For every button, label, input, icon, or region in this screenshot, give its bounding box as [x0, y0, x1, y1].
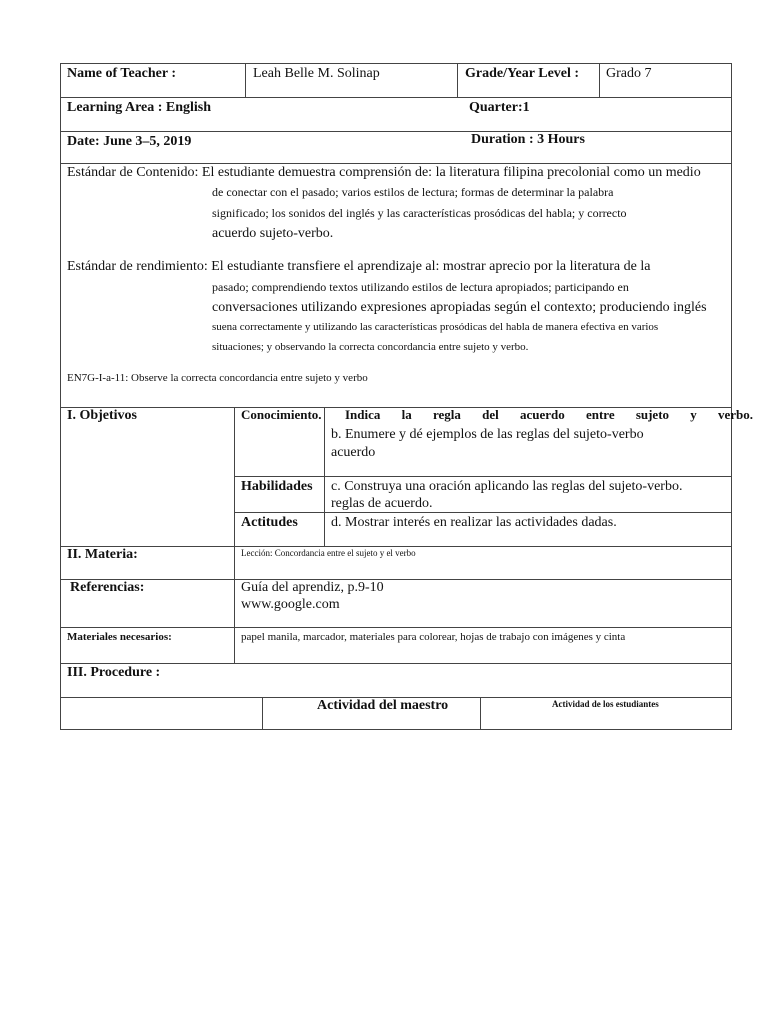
references-row [61, 580, 731, 628]
attitudes-objective: d. Mostrar interés en realizar las actividades dadas. [331, 515, 617, 530]
materials-row [61, 628, 731, 664]
references-content-cell [234, 580, 731, 627]
reference-guide: Guía del aprendiz, p.9-10 [241, 580, 384, 595]
activity-empty-cell [61, 698, 262, 729]
references-label-cell [61, 580, 234, 627]
skills-objective: c. Construya una oración aplicando las reglas del sujeto-verbo. [331, 479, 683, 494]
procedure-row [61, 664, 731, 698]
knowledge-subrow [235, 407, 753, 477]
knowledge-word: verbo. [717, 407, 753, 422]
standards-row [61, 164, 731, 408]
skills-subrow [235, 477, 732, 513]
content-standard-line: de conectar con el pasado; varios estilos de lectura; formas de determinar la palabra [212, 185, 614, 199]
reference-website: www.google.com [241, 597, 340, 612]
teacher-name-cell [245, 64, 457, 97]
performance-standard-line: pasado; comprendiendo textos utilizando estilos de lectura apropiados; participando en [212, 280, 629, 294]
teacher-label-cell [61, 64, 245, 97]
competency-code: EN7G-I-a-11: Observe la correcta concordancia entre sujeto y verbo [67, 372, 368, 384]
knowledge-word: entre [585, 407, 615, 422]
materials-list: papel manila, marcador, materiales para colorear, hojas de trabajo con imágenes y cinta [241, 631, 626, 643]
date-row [61, 132, 731, 164]
performance-standard-line: suena correctamente y utilizando las características prosódicas del habla de manera efectiva en varios [212, 321, 659, 333]
teacher-row [61, 64, 731, 98]
grade-value: Grado 7 [606, 66, 652, 81]
knowledge-objective-b: b. Enumere y dé ejemplos de las reglas del sujeto-verbo [331, 427, 644, 442]
performance-standard-line: Estándar de rendimiento: El estudiante transfiere el aprendizaje al: mostrar aprecio por la literatura de la [67, 259, 651, 274]
knowledge-objective-b-cont: acuerdo [331, 445, 376, 460]
knowledge-word: del [482, 407, 499, 422]
content-standard-line: acuerdo sujeto-verbo. [212, 226, 334, 241]
grade-label: Grade/Year Level : [465, 66, 580, 81]
content-standard-line: Estándar de Contenido: El estudiante demuestra comprensión de: la literatura filipina precolonial como un medio [67, 165, 701, 180]
learning-area-row [61, 98, 731, 132]
objectives-title: I. Objetivos [67, 408, 137, 423]
knowledge-word: y [690, 407, 697, 422]
activity-header-row [61, 698, 731, 729]
lesson-plan-table [60, 63, 753, 730]
content-standard-line: significado; los sonidos del inglés y las características prosódicas del habla; y correcto [212, 206, 627, 220]
procedure-title: III. Procedure : [67, 665, 161, 680]
materials-label: Materiales necesarios: [67, 631, 172, 643]
knowledge-objective-a [345, 407, 753, 423]
matter-row [61, 547, 731, 580]
objectives-title-cell [61, 408, 234, 546]
teacher-name: Leah Belle M. Solinap [253, 66, 380, 81]
knowledge-word: acuerdo [519, 407, 565, 422]
objectives-content-cell [234, 407, 753, 546]
teacher-activity-header: Actividad del maestro [317, 698, 449, 713]
student-activity-cell [480, 698, 731, 729]
lesson-title: Lección: Concordancia entre el sujeto y el verbo [241, 548, 416, 558]
quarter: Quarter:1 [469, 100, 530, 115]
knowledge-word: regla [432, 407, 461, 422]
knowledge-word: sujeto [635, 407, 670, 422]
performance-standard-line: conversaciones utilizando expresiones apropiadas según el contexto; produciendo inglés [212, 300, 707, 315]
attitudes-label: Actitudes [241, 515, 298, 530]
date: Date: June 3–5, 2019 [67, 134, 192, 149]
teacher-activity-cell [262, 698, 480, 729]
skills-objective-cont: reglas de acuerdo. [331, 496, 433, 511]
materials-content-cell [234, 628, 731, 663]
knowledge-label: Conocimiento. [241, 407, 322, 422]
duration: Duration : 3 Hours [471, 132, 585, 147]
matter-lesson-cell [234, 547, 731, 579]
materials-label-cell [61, 628, 234, 663]
learning-area: Learning Area : English [67, 100, 212, 115]
objectives-row [61, 407, 753, 547]
grade-value-cell [599, 64, 731, 97]
matter-title-cell [61, 547, 234, 579]
references-label: Referencias: [70, 580, 145, 595]
skills-label: Habilidades [241, 479, 313, 494]
teacher-label: Name of Teacher : [67, 66, 176, 81]
grade-label-cell [457, 64, 599, 97]
knowledge-word: la [401, 407, 412, 422]
attitudes-subrow [235, 513, 732, 547]
matter-title: II. Materia: [67, 547, 138, 562]
knowledge-word: Indica [345, 407, 381, 422]
performance-standard-line: situaciones; y observando la correcta concordancia entre sujeto y verbo. [212, 341, 529, 353]
student-activity-header: Actividad de los estudiantes [552, 699, 659, 709]
